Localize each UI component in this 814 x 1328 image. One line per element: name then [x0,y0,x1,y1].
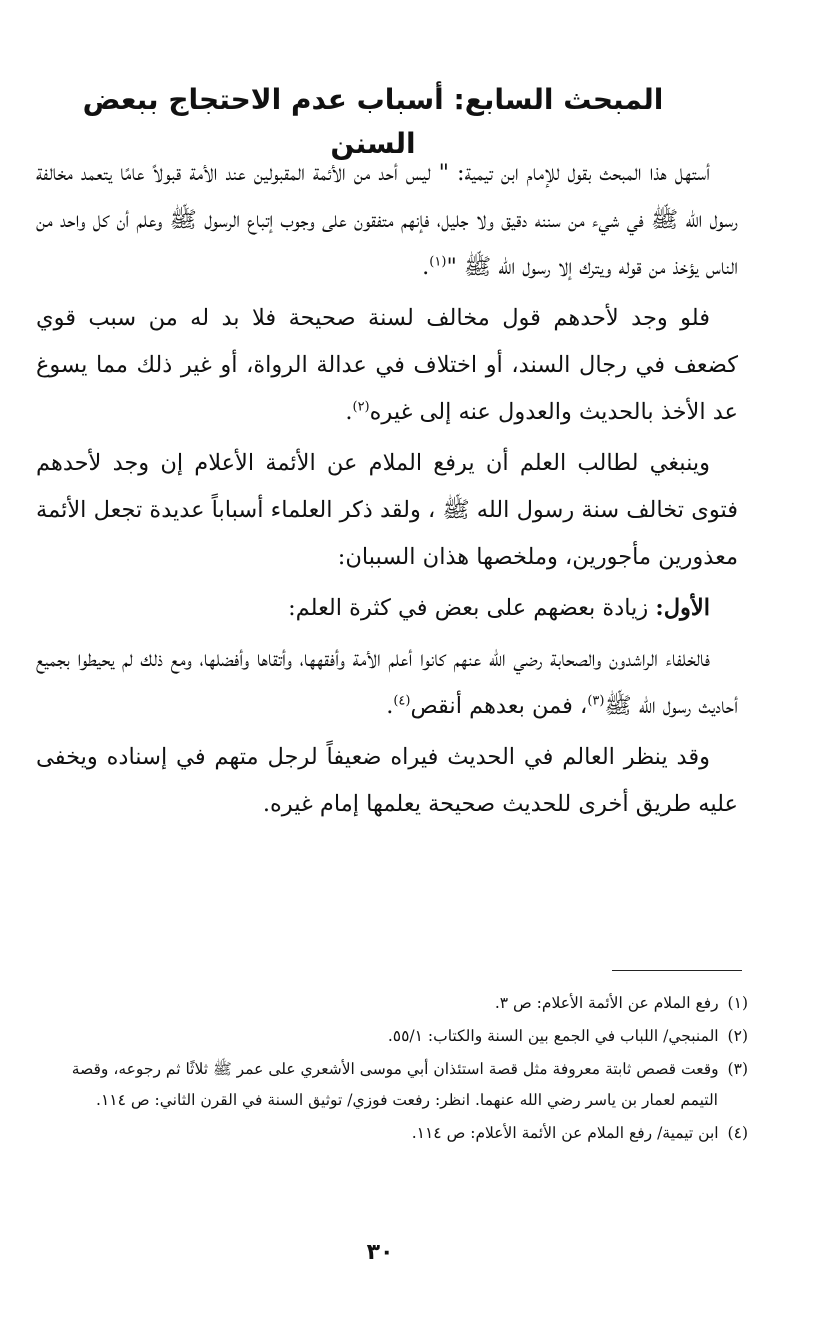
paragraph-text: أستهل هذا المبحث بقول للإمام ابن تيمية: " ليس أحد من الأئمة المقبولين عند الأمة قبولاً عامًا يتعمد مخالفة رسول الله ﷺ في شيء من سننه دقيق ولا جليل، فإنهم متفقون على وجوب إتباع الرسول ﷺ وعلم أن كل واحد من الناس يؤخذ من قوله ويترك إلا رسول الله ﷺ " [36,160,738,280]
footnote-text: المنبجي/ اللباب في الجمع بين السنة والكتاب: ٥٥/١. [387,1027,719,1045]
footnote-ref-1: (١) [429,254,447,270]
footnote-3 [36,1054,748,1116]
paragraph-first-reason [36,585,738,632]
footnote-continuation: التيمم لعمار بن ياسر رضي الله عنهما. انظر: رفعت فوزي/ توثيق السنة في القرن الثاني: ص ١١٤. [96,1091,718,1109]
footnote-ref-2: (٢) [352,399,370,415]
footnote-ref-3: (٣) [587,693,605,709]
paragraph-text: وقد ينظر العالم في الحديث فيراه ضعيفاً لرجل متهم في إسناده ويخفى عليه طريق أخرى للحديث صحيحة يعلمها إمام غيره. [36,744,738,817]
footnote-divider [612,970,742,971]
footnote-ref-4: (٤) [393,693,411,709]
footnote-text: ابن تيمية/ رفع الملام عن الأئمة الأعلام: ص ١١٤. [411,1124,719,1142]
footnote-number: (٤) [727,1124,748,1142]
footnotes [36,988,748,1151]
footnote-text: وقعت قصص ثابتة معروفة مثل قصة استئذان أبي موسى الأشعري على عمر ﷺ ثلاثًا ثم رجوعه، وقصة [71,1060,719,1078]
paragraph-caliphs [36,636,738,730]
footnote-1 [36,988,748,1019]
paragraph-text: زيادة بعضهم على بعض في كثرة العلم: [288,595,656,621]
footnote-number: (١) [727,994,748,1012]
paragraph-end: . [386,693,394,719]
footnote-text: رفع الملام عن الأئمة الأعلام: ص ٣. [494,994,719,1012]
paragraph-end: . [345,399,353,425]
section-title: المبحث السابع: أسباب عدم الاحتجاج ببعض السنن [82,83,664,160]
paragraph-end: . [422,254,430,280]
page-number: ٣٠ [366,1240,394,1265]
paragraph-text: فلو وجد لأحدهم قول مخالف لسنة صحيحة فلا بد له من سبب قوي كضعف في رجال السند، أو اختلاف في عدالة الرواة، أو غير ذلك مما يسوغ عد الأخذ بالحديث والعدول عنه إلى غيره [36,305,738,425]
paragraph-weak-hadith [36,734,738,828]
paragraph-mid: ، فمن بعدهم أنقص [410,693,588,719]
footnote-number: (٢) [727,1027,748,1045]
paragraph-strong-reason [36,295,738,436]
footnote-2 [36,1021,748,1052]
paragraph-text: وينبغي لطالب العلم أن يرفع الملام عن الأئمة الأعلام إن وجد لأحدهم فتوى تخالف سنة رسول الله ﷺ ، ولقد ذكر العلماء أسباباً عديدة تجعل الأئمة معذورين مأجورين، وملخصها هذان السببان: [36,450,738,570]
first-reason-label: الأول: [655,595,710,621]
paragraph-text: فالخلفاء الراشدون والصحابة رضي الله عنهم كانوا أعلم الأمة وأفقهها، وأتقاها وأفضلها، ومع ذلك لم يحيطوا بجميع أحاديث رسول الله ﷺ [36,646,738,719]
paragraph-student-advice [36,440,738,581]
footnote-number: (٣) [727,1060,748,1078]
footnote-4 [36,1118,748,1149]
main-text [36,150,738,832]
paragraph-ibn-taymiyya-quote [36,150,738,291]
